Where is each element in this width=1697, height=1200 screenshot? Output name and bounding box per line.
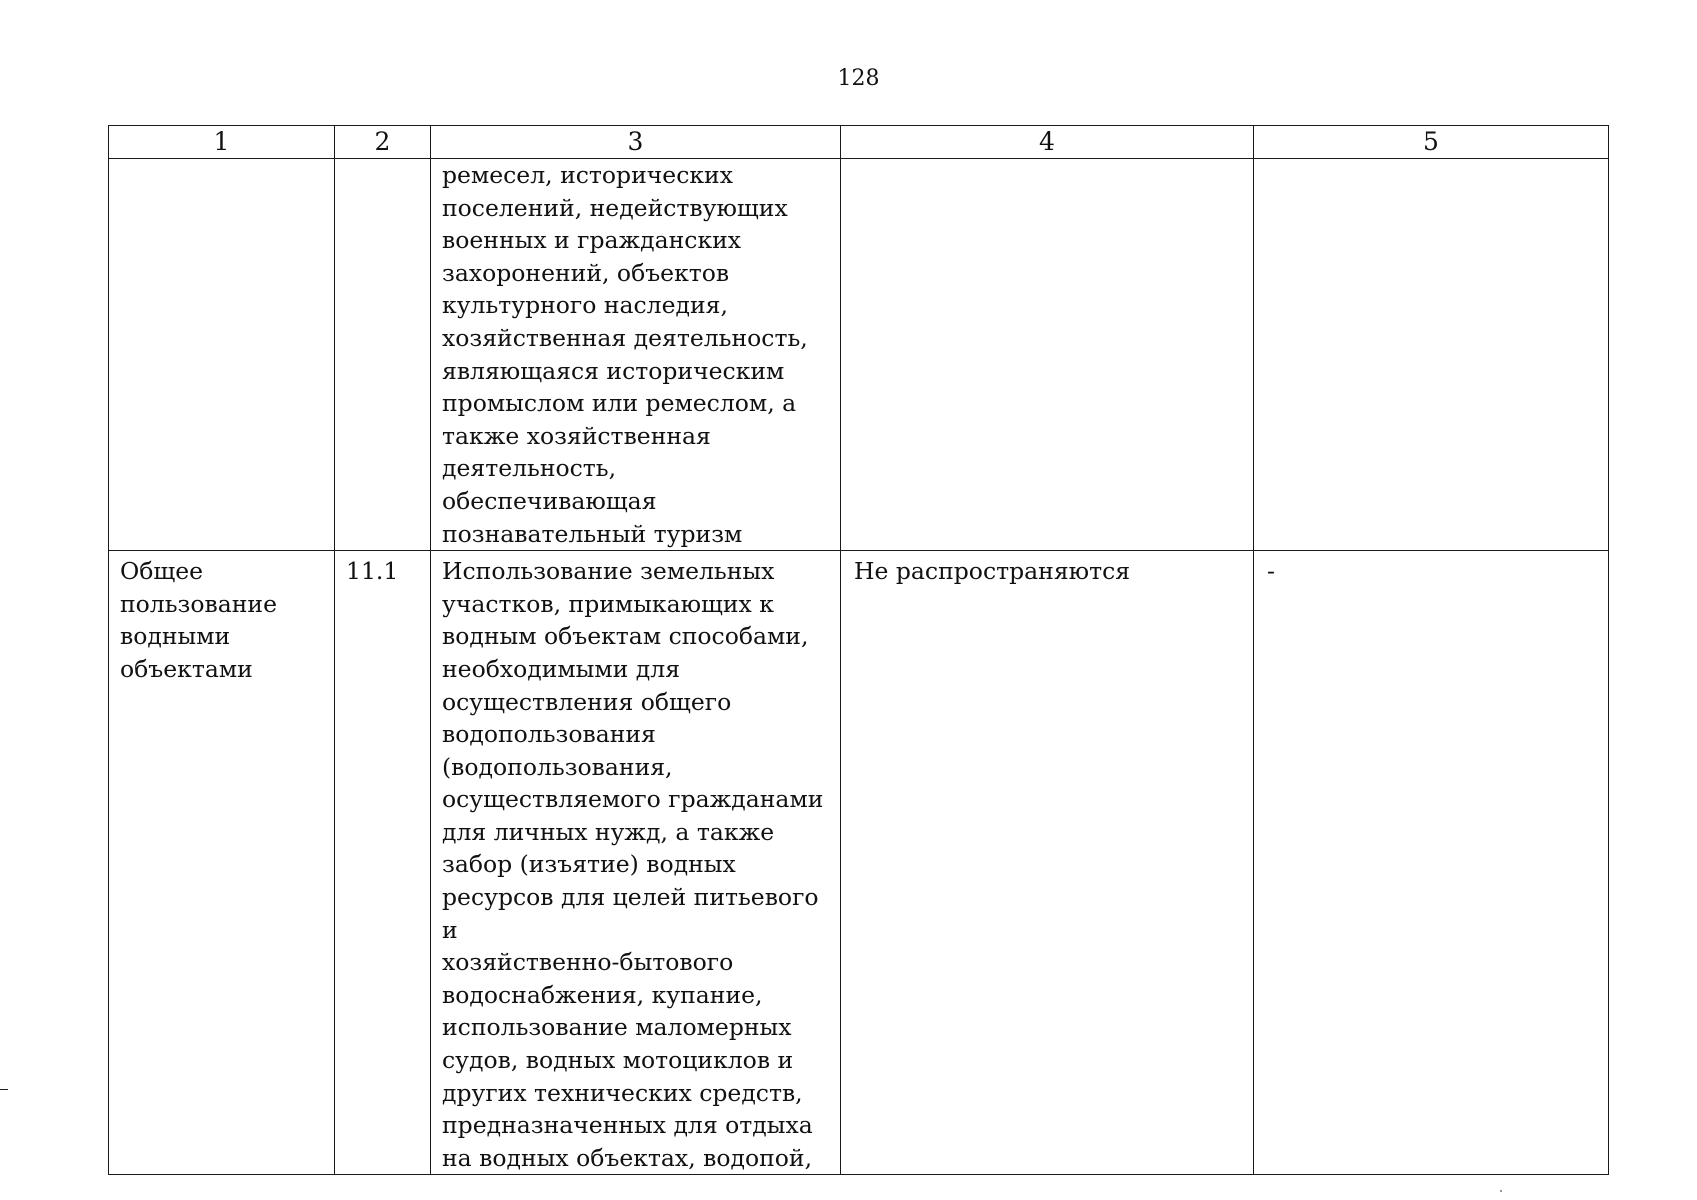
page-number: 128 — [837, 66, 880, 91]
table-cell — [431, 159, 841, 551]
land-use-description: Использование земельных участков, примыкающих к водным объектам способами, необходимыми для осуществления общего водопользования (водопользования, осуществляемого гражданами для личных нужд, а также забор (изъятие) водных ресурсов для целей питьевого и хозяйственно-бытового водоснабжения, купание, использование маломерных судов, водных мотоциклов и других технических средств, предназначенных для отдыха на водных объектах, водопой, — [442, 557, 824, 1172]
parameters-text: Не распространяются — [854, 557, 1131, 586]
table-header-row — [109, 126, 1609, 159]
table-cell — [841, 159, 1254, 551]
table-cell — [1254, 551, 1609, 1175]
header-col-3: 3 — [431, 126, 841, 159]
restrictions-text: - — [1267, 557, 1275, 586]
regulations-table — [108, 125, 1609, 1175]
scan-artifact-speck — [1500, 1190, 1502, 1192]
land-use-type-name: Общее пользование водными объектами — [120, 557, 277, 683]
table-cell — [841, 551, 1254, 1175]
scan-artifact-mark — [0, 1089, 8, 1090]
land-use-description: ремесел, исторических поселений, недействующих военных и гражданских захоронений, объектов культурного наследия, хозяйственная деятельность, являющаяся историческим промыслом или ремеслом, а также хозяйственная деятельность, обеспечивающая познавательный туризм — [442, 161, 808, 548]
land-use-code: 11.1 — [346, 557, 399, 586]
table-cell — [335, 159, 431, 551]
table-cell — [1254, 159, 1609, 551]
header-col-4: 4 — [841, 126, 1254, 159]
header-col-2: 2 — [335, 126, 431, 159]
table-row — [109, 159, 1609, 551]
header-col-5: 5 — [1254, 126, 1609, 159]
table-cell — [109, 159, 335, 551]
table-cell — [431, 551, 841, 1175]
table-cell — [109, 551, 335, 1175]
table-cell — [335, 551, 431, 1175]
header-col-1: 1 — [109, 126, 335, 159]
table-row — [109, 551, 1609, 1175]
